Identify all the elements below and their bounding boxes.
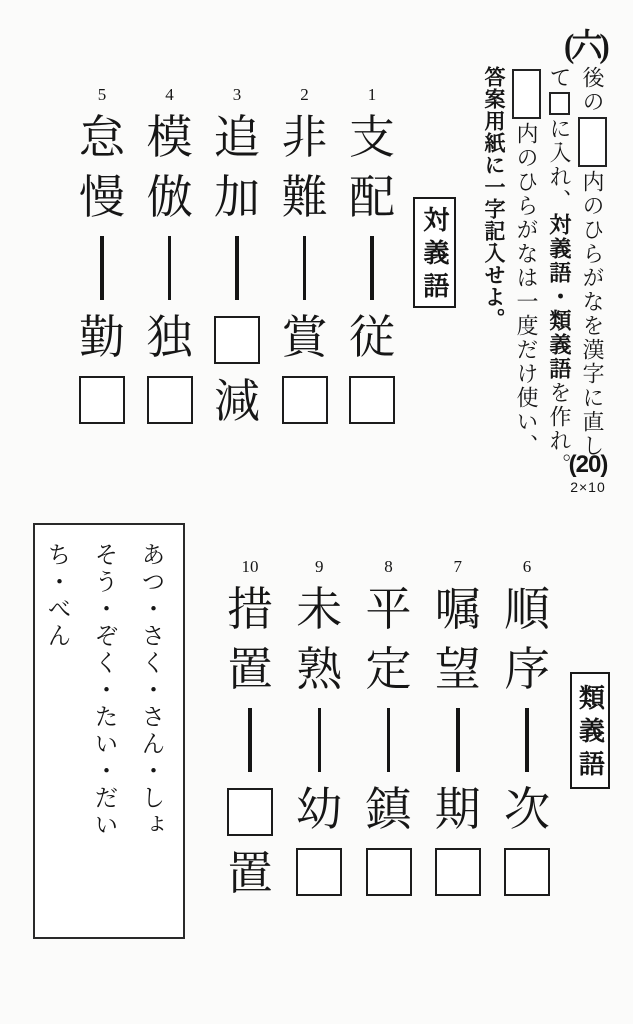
question-item-7 <box>426 556 490 904</box>
bank-column: あつ・さく・さん・しょ <box>137 542 163 839</box>
question-number: 7 <box>453 557 462 576</box>
question-word-char: 非 <box>281 112 328 163</box>
question-number: 8 <box>384 557 393 576</box>
dash-line <box>456 708 460 772</box>
dash-line <box>100 236 104 300</box>
question-word-char: 平 <box>365 584 412 635</box>
dash-line <box>387 708 391 772</box>
question-word-char: 模 <box>146 112 193 163</box>
question-item-5 <box>70 84 134 432</box>
instructions-block <box>477 66 609 496</box>
question-number: 1 <box>367 85 377 104</box>
question-word-char: 熟 <box>296 644 343 695</box>
question-number: 10 <box>241 557 259 576</box>
emphasis-text: 一字記入 <box>482 176 506 264</box>
synonym-items-row <box>218 556 559 904</box>
answer-box <box>349 376 395 424</box>
antonym-items-row <box>70 84 404 432</box>
answer-char: 次 <box>504 784 550 835</box>
blank-box-tall-icon <box>512 69 541 119</box>
question-word-char: 倣 <box>146 172 193 223</box>
section-heading: (六) <box>564 26 607 65</box>
instruction-line-2: てに入れ、対義語・類義語を作れ。 <box>547 66 572 477</box>
answer-box <box>282 376 328 424</box>
question-item-8 <box>357 556 421 904</box>
question-number: 4 <box>165 85 174 104</box>
question-word-char: 順 <box>504 584 550 635</box>
question-word-char: 序 <box>504 644 550 695</box>
answer-char: 減 <box>214 376 260 427</box>
question-word-char: 慢 <box>79 172 125 223</box>
answer-char: 期 <box>434 784 481 835</box>
question-item-6 <box>495 556 559 904</box>
question-word-char: 追 <box>214 112 260 163</box>
dash-line <box>168 236 172 300</box>
blank-box-tall-icon <box>578 117 607 167</box>
answer-box <box>147 376 193 424</box>
question-word-char: 望 <box>434 644 481 695</box>
dash-line <box>318 708 322 772</box>
answer-char: 独 <box>146 312 193 363</box>
question-item-4 <box>138 84 202 432</box>
bank-column: ち・べん <box>43 542 69 650</box>
bank-column: そう・ぞく・たい・だい <box>90 542 116 839</box>
question-word-char: 措 <box>227 584 273 635</box>
synonym-group-label: 類義語 <box>570 672 610 789</box>
question-number: 9 <box>315 557 324 576</box>
question-item-2 <box>273 84 337 432</box>
answer-char: 勤 <box>79 312 125 363</box>
answer-box <box>227 788 273 836</box>
instruction-line-3: 内のひらがなは一度だけ使い、 <box>510 66 543 496</box>
question-word-char: 難 <box>281 172 328 223</box>
answer-char: 鎮 <box>365 784 412 835</box>
hiragana-bank-box <box>33 523 185 939</box>
question-word-char: 未 <box>296 584 343 635</box>
answer-char: 賞 <box>281 312 328 363</box>
answer-char: 置 <box>227 848 273 899</box>
dash-line <box>235 236 239 300</box>
question-word-char: 定 <box>365 644 412 695</box>
answer-char: 幼 <box>296 784 343 835</box>
answer-box <box>79 376 125 424</box>
question-word-char: 嘱 <box>434 584 481 635</box>
question-item-3 <box>205 84 269 432</box>
emphasis-text: 対義語・類義語 <box>547 213 572 381</box>
question-number: 5 <box>97 85 107 104</box>
question-item-1 <box>340 84 404 432</box>
dash-line <box>525 708 529 772</box>
question-number: 2 <box>300 85 309 104</box>
dash-line <box>303 236 307 300</box>
question-word-char: 支 <box>349 112 395 163</box>
instruction-line-4: 答案用紙に一字記入せよ。 <box>482 66 506 330</box>
blank-box-small-icon <box>549 92 570 115</box>
question-word-char: 配 <box>349 172 395 223</box>
score-points: (20) <box>568 451 608 478</box>
question-number: 3 <box>232 85 242 104</box>
answer-box <box>504 848 550 896</box>
dash-line <box>370 236 374 300</box>
question-word-char: 怠 <box>79 112 125 163</box>
score-breakdown: 2×10 <box>570 479 606 495</box>
score-mark <box>552 451 624 495</box>
answer-box <box>214 316 260 364</box>
answer-box <box>435 848 481 896</box>
answer-box <box>296 848 342 896</box>
dash-line <box>248 708 252 772</box>
question-item-10 <box>218 556 282 904</box>
answer-char: 従 <box>349 312 395 363</box>
question-item-9 <box>287 556 351 904</box>
antonym-group-label: 対義語 <box>413 197 456 308</box>
question-number: 6 <box>522 557 532 576</box>
instruction-line-1: 後の内のひらがなを漢字に直し <box>576 66 609 496</box>
question-word-char: 置 <box>227 644 273 695</box>
question-word-char: 加 <box>214 172 260 223</box>
answer-box <box>366 848 412 896</box>
